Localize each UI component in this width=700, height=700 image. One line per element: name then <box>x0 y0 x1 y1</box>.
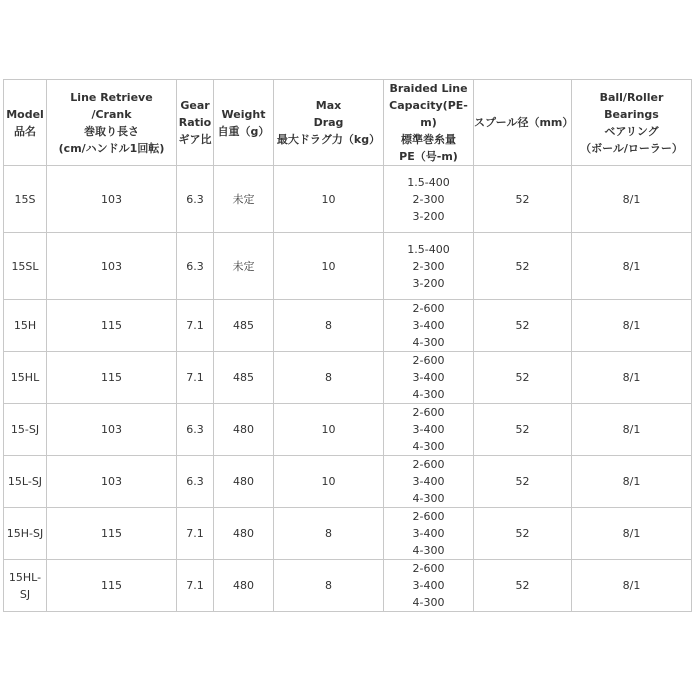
header-line: ギア比 <box>178 133 212 146</box>
line-retrieve-cell: 115 <box>47 300 177 352</box>
line-capacity-cell <box>384 233 474 300</box>
line-retrieve-cell: 103 <box>47 233 177 300</box>
line-capacity-cell <box>384 300 474 352</box>
model-cell: 15-SJ <box>4 404 47 456</box>
header-line-retrieve <box>47 80 177 166</box>
table-row <box>4 456 692 508</box>
max-drag-cell: 8 <box>274 300 384 352</box>
table-row <box>4 300 692 352</box>
spool-diameter-cell: 52 <box>474 404 572 456</box>
capacity-line: 2-600 <box>412 354 445 367</box>
header-weight <box>214 80 274 166</box>
header-line: 自重（g） <box>217 124 270 138</box>
capacity-line: 3-200 <box>412 276 445 290</box>
header-spool-diameter <box>474 80 572 166</box>
table-row <box>4 352 692 404</box>
line-capacity-cell <box>384 456 474 508</box>
capacity-line: 2-600 <box>412 458 445 471</box>
capacity-line: 3-400 <box>412 475 445 488</box>
gear-ratio-cell: 7.1 <box>177 508 214 560</box>
weight-cell: 485 <box>214 352 274 404</box>
line-retrieve-cell: 115 <box>47 508 177 560</box>
header-line: Capacity(PE-m) <box>389 99 468 129</box>
line-capacity-cell <box>384 560 474 612</box>
spool-diameter-cell: 52 <box>474 352 572 404</box>
table-row <box>4 404 692 456</box>
weight-cell: 480 <box>214 508 274 560</box>
line-capacity-cell <box>384 404 474 456</box>
weight-cell: 485 <box>214 300 274 352</box>
header-line: 最大ドラグ力（kg） <box>276 133 381 146</box>
capacity-line: 3-200 <box>412 209 445 223</box>
model-cell: 15HL-SJ <box>4 560 47 612</box>
capacity-line: 3-400 <box>412 423 445 436</box>
model-cell: 15HL <box>4 352 47 404</box>
bearings-cell: 8/1 <box>572 233 692 300</box>
header-line: Ratio <box>178 116 212 129</box>
line-retrieve-cell: 103 <box>47 404 177 456</box>
weight-cell: 未定 <box>214 166 274 233</box>
table-row <box>4 560 692 612</box>
capacity-line: 3-400 <box>412 527 445 540</box>
capacity-line: 4-300 <box>412 388 445 401</box>
header-line-capacity <box>384 80 474 166</box>
model-cell: 15L-SJ <box>4 456 47 508</box>
model-cell: 15S <box>4 166 47 233</box>
table-row <box>4 233 692 300</box>
max-drag-cell: 8 <box>274 560 384 612</box>
bearings-cell: 8/1 <box>572 456 692 508</box>
line-capacity-cell <box>384 166 474 233</box>
gear-ratio-cell: 6.3 <box>177 233 214 300</box>
bearings-cell: 8/1 <box>572 560 692 612</box>
capacity-line: 4-300 <box>412 492 445 505</box>
max-drag-cell: 10 <box>274 166 384 233</box>
header-line: Gear <box>180 99 210 112</box>
capacity-line: 2-300 <box>412 259 445 273</box>
header-row <box>4 80 692 166</box>
model-cell: 15H-SJ <box>4 508 47 560</box>
gear-ratio-cell: 7.1 <box>177 300 214 352</box>
line-retrieve-cell: 115 <box>47 352 177 404</box>
table-row <box>4 166 692 233</box>
header-line: スプール径（mm） <box>474 116 574 129</box>
spool-diameter-cell: 52 <box>474 233 572 300</box>
capacity-line: 4-300 <box>412 440 445 453</box>
line-retrieve-cell: 115 <box>47 560 177 612</box>
spec-table <box>3 79 692 612</box>
gear-ratio-cell: 6.3 <box>177 404 214 456</box>
capacity-line: 2-600 <box>412 302 445 315</box>
header-model <box>4 80 47 166</box>
capacity-line: 4-300 <box>412 544 445 557</box>
max-drag-cell: 10 <box>274 456 384 508</box>
capacity-line: 1.5-400 <box>407 242 450 256</box>
bearings-cell: 8/1 <box>572 404 692 456</box>
spool-diameter-cell: 52 <box>474 300 572 352</box>
header-line: Model <box>6 107 44 121</box>
line-capacity-cell <box>384 352 474 404</box>
spool-diameter-cell: 52 <box>474 508 572 560</box>
header-line: PE（号-m) <box>399 150 458 163</box>
header-line: 巻取り長さ <box>84 124 139 138</box>
weight-cell: 480 <box>214 404 274 456</box>
header-line: （ボール/ローラー） <box>580 141 683 155</box>
capacity-line: 3-400 <box>412 579 445 592</box>
header-line: Max <box>315 99 342 112</box>
header-line: Weight <box>221 107 266 121</box>
header-line: ベアリング <box>604 124 659 138</box>
bearings-cell: 8/1 <box>572 166 692 233</box>
gear-ratio-cell: 6.3 <box>177 166 214 233</box>
gear-ratio-cell: 7.1 <box>177 560 214 612</box>
header-line: Ball/Roller <box>599 90 664 104</box>
spool-diameter-cell: 52 <box>474 560 572 612</box>
header-gear-ratio <box>177 80 214 166</box>
header-line: Bearings <box>604 107 659 121</box>
bearings-cell: 8/1 <box>572 352 692 404</box>
capacity-line: 3-400 <box>412 371 445 384</box>
header-line: Braided Line <box>389 82 468 95</box>
spool-diameter-cell: 52 <box>474 166 572 233</box>
max-drag-cell: 8 <box>274 352 384 404</box>
header-line: 標準巻糸量 <box>401 133 456 146</box>
weight-cell: 480 <box>214 560 274 612</box>
spool-diameter-cell: 52 <box>474 456 572 508</box>
table-header <box>4 80 692 166</box>
header-bearings <box>572 80 692 166</box>
capacity-line: 2-600 <box>412 510 445 523</box>
capacity-line: 1.5-400 <box>407 175 450 189</box>
table-row <box>4 508 692 560</box>
max-drag-cell: 10 <box>274 404 384 456</box>
capacity-line: 2-600 <box>412 406 445 419</box>
max-drag-cell: 10 <box>274 233 384 300</box>
capacity-line: 2-300 <box>412 192 445 206</box>
weight-cell: 480 <box>214 456 274 508</box>
capacity-line: 3-400 <box>412 319 445 332</box>
model-cell: 15SL <box>4 233 47 300</box>
header-max-drag <box>274 80 384 166</box>
model-cell: 15H <box>4 300 47 352</box>
table-body <box>4 166 692 612</box>
line-retrieve-cell: 103 <box>47 166 177 233</box>
weight-cell: 未定 <box>214 233 274 300</box>
line-capacity-cell <box>384 508 474 560</box>
header-line: Line Retrieve <box>70 90 153 104</box>
header-line: (cm/ハンドル1回転) <box>58 141 165 155</box>
bearings-cell: 8/1 <box>572 300 692 352</box>
header-line: Drag <box>313 116 344 129</box>
bearings-cell: 8/1 <box>572 508 692 560</box>
gear-ratio-cell: 7.1 <box>177 352 214 404</box>
gear-ratio-cell: 6.3 <box>177 456 214 508</box>
capacity-line: 4-300 <box>412 336 445 349</box>
line-retrieve-cell: 103 <box>47 456 177 508</box>
capacity-line: 2-600 <box>412 562 445 575</box>
header-line: 品名 <box>14 124 36 138</box>
header-line: /Crank <box>91 107 132 121</box>
capacity-line: 4-300 <box>412 596 445 609</box>
max-drag-cell: 8 <box>274 508 384 560</box>
